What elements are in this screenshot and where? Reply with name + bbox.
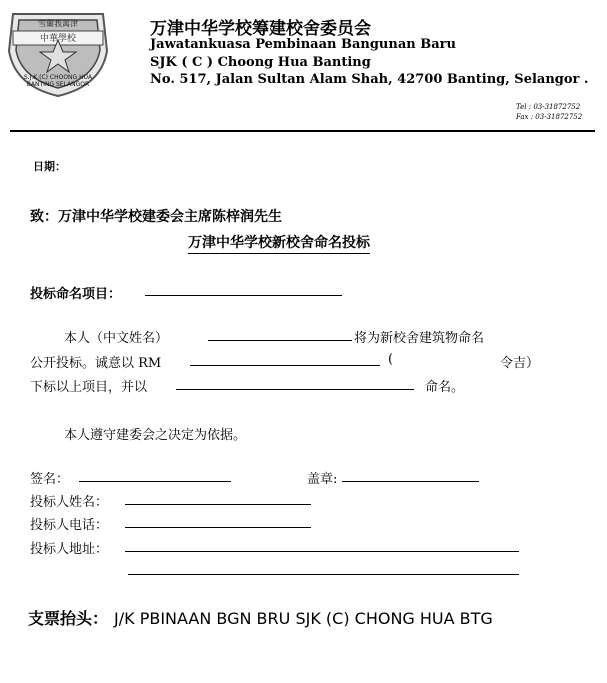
cheque-label: 支票抬头： (28, 609, 109, 628)
addressee: 致：万津中华学校建委会主席陈梓润先生 (30, 209, 282, 225)
bidder-name-label: 投标人姓名： (30, 495, 109, 510)
org-name-chinese: 万津中华学校筹建校舍委员会 (150, 19, 371, 39)
logo-bottom-line-2: BANTING SELANGOR (26, 81, 90, 88)
tel-number: Tel : 03-31872752 (516, 103, 581, 111)
logo-bottom-line-1: S.J.K.(C) CHOONG HUA (23, 74, 93, 81)
naming-line[interactable] (176, 389, 414, 390)
header-divider (10, 130, 595, 132)
amount-rm-line[interactable] (190, 365, 380, 366)
p1-end: 将为新校舍建筑物命名 (354, 331, 485, 346)
cheque-payable (28, 606, 493, 629)
chinese-name-line[interactable] (208, 340, 352, 341)
p3-start: 下标以上项目，并以 (30, 380, 148, 395)
p2-start: 公开投标。诚意以 RM (30, 356, 162, 371)
subject-title: 万津中华学校新校舍命名投标 (188, 232, 370, 254)
bidder-phone-line[interactable] (125, 527, 311, 528)
org-school-name: SJK ( C ) Choong Hua Banting (150, 55, 371, 70)
date-label: 日期： (33, 160, 66, 173)
p4: 本人遵守建委会之决定为依据。 (64, 428, 247, 443)
p2-paren: ( (388, 352, 394, 367)
school-logo (3, 6, 113, 98)
signature-line[interactable] (79, 481, 231, 482)
bid-item-line[interactable] (145, 295, 342, 296)
seal-label: 盖章: (307, 472, 338, 487)
bidder-address-line-1[interactable] (125, 551, 519, 552)
fax-number: Fax : 03-31872752 (516, 113, 583, 121)
bidder-name-line[interactable] (125, 504, 311, 505)
logo-banner-text: 中華學校 (39, 34, 77, 44)
p2-end: 令吉） (500, 356, 540, 371)
seal-line[interactable] (342, 481, 479, 482)
bidder-address-label: 投标人地址： (30, 542, 109, 557)
org-address: No. 517, Jalan Sultan Alam Shah, 42700 Banting, Selangor . (150, 72, 589, 87)
org-name-malay: Jawatankuasa Pembinaan Bangunan Baru (150, 37, 456, 52)
logo-top-text: 雪蘭莪萬津 (38, 19, 78, 28)
p3-end: 命名。 (425, 380, 465, 395)
bidder-phone-label: 投标人电话： (30, 518, 109, 533)
bidder-address-line-2[interactable] (128, 574, 519, 575)
p1-start: 本人（中文姓名） (64, 331, 169, 346)
bid-item-label: 投标命名项目： (30, 287, 122, 302)
cheque-payee: J/K PBINAAN BGN BRU SJK (C) CHONG HUA BTG (114, 609, 493, 628)
signature-label: 签名： (30, 472, 70, 487)
